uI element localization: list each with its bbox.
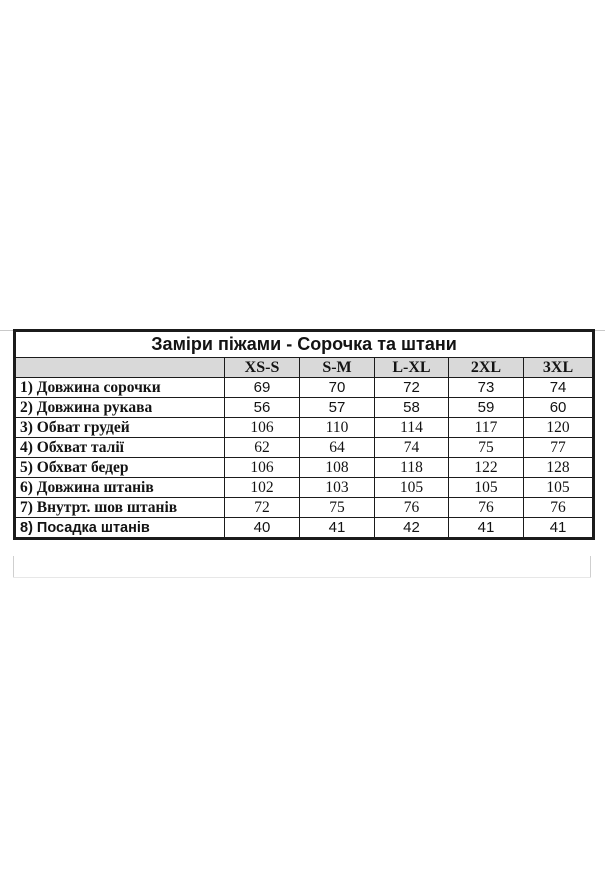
cell-value: 105: [375, 478, 449, 498]
table-row: [15, 438, 594, 458]
column-header-3xl: 3XL: [524, 358, 594, 378]
column-header-s-m: S-M: [300, 358, 375, 378]
row-label: 5) Обхват бедер: [15, 458, 225, 478]
cell-value: 41: [449, 518, 524, 539]
cell-value: 76: [524, 498, 594, 518]
column-header-l-xl: L-XL: [375, 358, 449, 378]
cell-value: 75: [449, 438, 524, 458]
header-empty-cell: [15, 358, 225, 378]
size-chart-table: [13, 329, 595, 540]
row-label: 3) Обват грудей: [15, 418, 225, 438]
cell-value: 74: [375, 438, 449, 458]
cell-value: 70: [300, 378, 375, 398]
table-title-row: [15, 331, 594, 358]
cell-value: 41: [300, 518, 375, 539]
cell-value: 58: [375, 398, 449, 418]
cell-value: 75: [300, 498, 375, 518]
cell-value: 103: [300, 478, 375, 498]
row-label: 1) Довжина сорочки: [15, 378, 225, 398]
column-header-xs-s: XS-S: [225, 358, 300, 378]
cell-value: 42: [375, 518, 449, 539]
row-label: 6) Довжина штанів: [15, 478, 225, 498]
table-row: [15, 518, 594, 539]
cell-value: 106: [225, 458, 300, 478]
cell-value: 72: [375, 378, 449, 398]
cell-value: 74: [524, 378, 594, 398]
cell-value: 64: [300, 438, 375, 458]
gridline-artifact-bottom-right: [590, 556, 591, 577]
table-title: Заміри піжами - Сорочка та штани: [15, 331, 594, 358]
table-row: [15, 378, 594, 398]
cell-value: 76: [449, 498, 524, 518]
cell-value: 122: [449, 458, 524, 478]
cell-value: 105: [524, 478, 594, 498]
cell-value: 72: [225, 498, 300, 518]
cell-value: 76: [375, 498, 449, 518]
cell-value: 114: [375, 418, 449, 438]
cell-value: 120: [524, 418, 594, 438]
column-header-2xl: 2XL: [449, 358, 524, 378]
cell-value: 57: [300, 398, 375, 418]
row-label: 7) Внутрт. шов штанів: [15, 498, 225, 518]
cell-value: 40: [225, 518, 300, 539]
gridline-artifact-bottom: [13, 577, 591, 578]
cell-value: 62: [225, 438, 300, 458]
cell-value: 102: [225, 478, 300, 498]
cell-value: 128: [524, 458, 594, 478]
cell-value: 73: [449, 378, 524, 398]
table-row: [15, 498, 594, 518]
cell-value: 56: [225, 398, 300, 418]
table-row: [15, 458, 594, 478]
cell-value: 108: [300, 458, 375, 478]
row-label: 8) Посадка штанів: [15, 518, 225, 539]
cell-value: 60: [524, 398, 594, 418]
cell-value: 59: [449, 398, 524, 418]
cell-value: 110: [300, 418, 375, 438]
row-label: 4) Обхват талії: [15, 438, 225, 458]
cell-value: 118: [375, 458, 449, 478]
cell-value: 117: [449, 418, 524, 438]
gridline-artifact-bottom-left: [13, 556, 14, 577]
cell-value: 41: [524, 518, 594, 539]
table-row: [15, 418, 594, 438]
row-label: 2) Довжина рукава: [15, 398, 225, 418]
cell-value: 77: [524, 438, 594, 458]
size-header-row: [15, 358, 594, 378]
table-row: [15, 478, 594, 498]
cell-value: 69: [225, 378, 300, 398]
table-row: [15, 398, 594, 418]
cell-value: 106: [225, 418, 300, 438]
cell-value: 105: [449, 478, 524, 498]
